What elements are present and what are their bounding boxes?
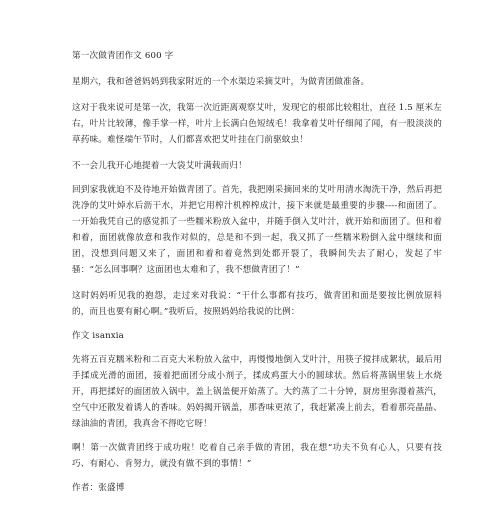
watermark-line: 作文 isanxia	[72, 331, 124, 341]
author-line: 作者：张盛博	[72, 483, 125, 493]
paragraph-intro: 星期六，我和爸爸妈妈到我家附近的一个水渠边采摘艾叶，为做青团做准备。	[72, 77, 370, 87]
paragraph-conclusion: 啊！第一次做青团终于成功啦！吃着自己亲手做的青团，我在想“功夫不负有心人，只要有技巧、有耐心、肯努力，就没有做不到的事情！”	[72, 443, 442, 469]
document-title: 第一次做青团作文 600 字	[72, 51, 174, 61]
paragraph-return: 不一会儿我开心地提着一大袋艾叶满载而归！	[72, 161, 247, 171]
paragraph-recipe: 先将五百克糯米粉和二百克大米粉放入盆中，再慢慢地倒入艾叶汁，用筷子搅拌成絮状，最后用手揉成光滑的面团，接着把面团分成小剂子，揉成鸡蛋大小的圆球状。然后将蒸锅里装上水烧开，再把揉好的面团放入锅中，盖上锅盖便开始蒸了。大约蒸了二十分钟，厨房里弥漫着蒸汽，空气中还散发着诱人的香味。妈妈揭开锅盖，那香味更浓了，我赶紧凑上前去，看着那亮晶晶、绿油油的青团，我真舍不得吃它呀！	[72, 355, 442, 429]
paragraph-first-attempt: 回到家我就迫不及待地开始做青团了。首先，我把刚采摘回来的艾叶用清水淘洗干净，然后再把洗净的艾叶焯水后沥干水，并把它用榨汁机榨榨成汁，接下来就是最重要的步骤----和面团了。一开始我凭自己的感觉抓了一些糯米粉放入盆中，并随手倒入艾叶汁，就开始和面团了。但和着和着，面团就像放意和我作对似的，总是和不到一起，我又抓了一些糯米粉倒入盆中继续和面团，没想到问题又来了，面团和着和着竟然到处都开裂了，我瞬间失去了耐心，发起了牢骚：“怎么回事啊？这面团也太难和了，我不想做青团了！”	[72, 185, 442, 275]
paragraph-observation: 这对于我来说可是第一次，我第一次近距离观察艾叶，发现它的根部比较粗壮，直径 1.5 厘米左右，叶片比较薄，像手掌一样，叶片上长满白色短绒毛！我拿着艾叶仔细闻了闻，有一股淡淡的草药味。难怪端午节时，人们都喜欢把艾叶挂在门前驱蚊虫！	[72, 103, 442, 145]
paragraph-mother-advice: 这时妈妈听见我的抱怨，走过来对我说：“干什么事都有技巧，做青团和面是要按比例放原料的，而且也要有耐心啊。”我听后，按照妈妈给我说的比例：	[72, 291, 442, 317]
